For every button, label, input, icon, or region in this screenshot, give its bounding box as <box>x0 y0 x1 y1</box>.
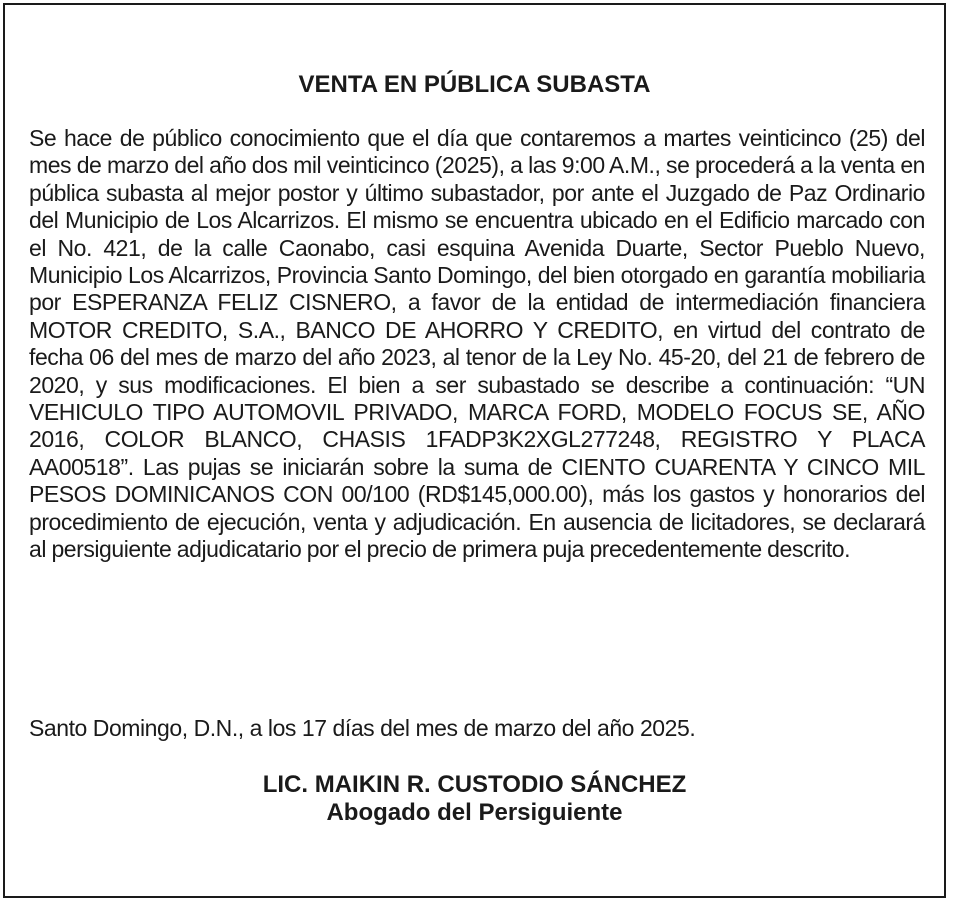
signature-block <box>5 771 944 827</box>
notice-body: Se hace de público conocimiento que el día que contaremos a martes veinticinco (25) del mes de marzo del año dos mil veinticinco (2025), a las 9:00 A.M., se procederá a la venta en pública subasta al mejor postor y último subastador, por ante el Juzgado de Paz Ordinario del Municipio de Los Alcarrizos. El mismo se encuentra ubicado en el Edificio marcado con el No. 421, de la calle Caonabo, casi esquina Avenida Duarte, Sector Pueblo Nuevo, Municipio Los Alcarrizos, Provincia Santo Domingo, del bien otorgado en garantía mobiliaria por ESPERANZA FELIZ CISNERO, a favor de la entidad de intermediación financiera MOTOR CREDITO, S.A., BANCO DE AHORRO Y CREDITO, en virtud del contrato de fecha 06 del mes de marzo del año 2023, al tenor de la Ley No. 45-20, del 21 de febrero de 2020, y sus modificaciones. El bien a ser subastado se describe a continuación: “UN VEHICULO TIPO AUTOMOVIL PRIVADO, MARCA FORD, MODELO FOCUS SE, AÑO 2016, COLOR BLANCO, CHASIS 1FADP3K2XGL277248, REGISTRO Y PLACA AA00518”. Las pujas se iniciarán sobre la suma de CIENTO CUARENTA Y CINCO MIL PESOS DOMINICANOS CON 00/100 (RD$145,000.00), más los gastos y honorarios del procedimiento de ejecución, venta y adjudicación. En ausencia de licitadores, se declarará al persiguiente adjudicatario por el precio de primera puja precedentemente descrito. <box>29 125 925 563</box>
signatory-name: LIC. MAIKIN R. CUSTODIO SÁNCHEZ <box>262 771 687 798</box>
signatory-title: Abogado del Persiguiente <box>326 799 623 826</box>
legal-notice <box>3 3 946 898</box>
place-and-date: Santo Domingo, D.N., a los 17 días del mes de marzo del año 2025. <box>29 715 696 741</box>
notice-title: VENTA EN PÚBLICA SUBASTA <box>298 71 651 98</box>
